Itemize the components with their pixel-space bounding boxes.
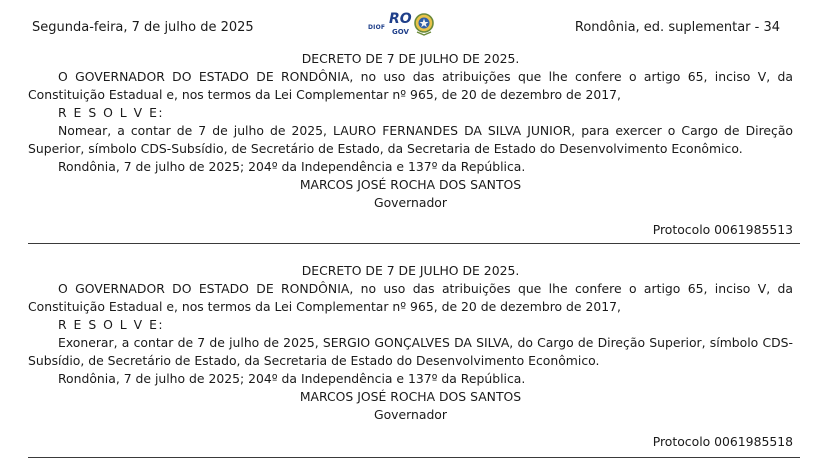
decree-title: DECRETO DE 7 DE JULHO DE 2025.	[301, 263, 520, 278]
publication-date: Segunda-feira, 7 de julho de 2025	[32, 20, 254, 35]
decree-signer-role: Governador	[373, 195, 447, 210]
decree-signer: MARCOS JOSÉ ROCHA DOS SANTOS	[299, 389, 522, 404]
decree-preamble: O GOVERNADOR DO ESTADO DE RONDÔNIA, no uso das atribuições que lhe confere o artigo 65, inciso V, da Constituição Estadual e, nos termos da Lei Complementar nº 965, de 20 de dezembro de 2017,	[28, 69, 793, 102]
section-divider	[28, 457, 800, 458]
diof-logo	[368, 12, 438, 42]
decree-preamble: O GOVERNADOR DO ESTADO DE RONDÔNIA, no uso das atribuições que lhe confere o artigo 65, inciso V, da Constituição Estadual e, nos termos da Lei Complementar nº 965, de 20 de dezembro de 2017,	[28, 281, 793, 314]
logo-diof-text: DIOF	[368, 24, 386, 31]
decree-1	[28, 50, 793, 239]
decree-2	[28, 262, 793, 451]
decree-protocol: Protocolo 0061985518	[652, 434, 793, 449]
page-header	[0, 12, 828, 46]
section-divider	[28, 243, 800, 244]
edition-label: Rondônia, ed. suplementar - 34	[574, 20, 780, 35]
logo-gov-text: GOV	[392, 28, 409, 36]
decree-resolve: R E S O L V E:	[58, 317, 165, 332]
decree-protocol: Protocolo 0061985513	[652, 222, 793, 237]
decree-place-date: Rondônia, 7 de julho de 2025; 204º da Independência e 137º da República.	[58, 371, 526, 386]
decree-resolve: R E S O L V E:	[58, 105, 165, 120]
decree-signer: MARCOS JOSÉ ROCHA DOS SANTOS	[299, 177, 522, 192]
logo-ro-text: RO	[389, 11, 412, 27]
decree-title: DECRETO DE 7 DE JULHO DE 2025.	[301, 51, 520, 66]
coat-of-arms-icon	[413, 12, 435, 36]
decree-body: Nomear, a contar de 7 de julho de 2025, LAURO FERNANDES DA SILVA JUNIOR, para exercer o Cargo de Direção Superior, símbolo CDS-Subsídio, de Secretário de Estado, da Secretaria de Estado do Desenvolvimento Econômico.	[28, 123, 793, 156]
decree-signer-role: Governador	[373, 407, 447, 422]
decree-place-date: Rondônia, 7 de julho de 2025; 204º da Independência e 137º da República.	[58, 159, 526, 174]
decree-body: Exonerar, a contar de 7 de julho de 2025, SERGIO GONÇALVES DA SILVA, do Cargo de Direção Superior, símbolo CDS-Subsídio, de Secretário de Estado, da Secretaria de Estado do Desenvolvimento Econômico.	[28, 335, 793, 368]
